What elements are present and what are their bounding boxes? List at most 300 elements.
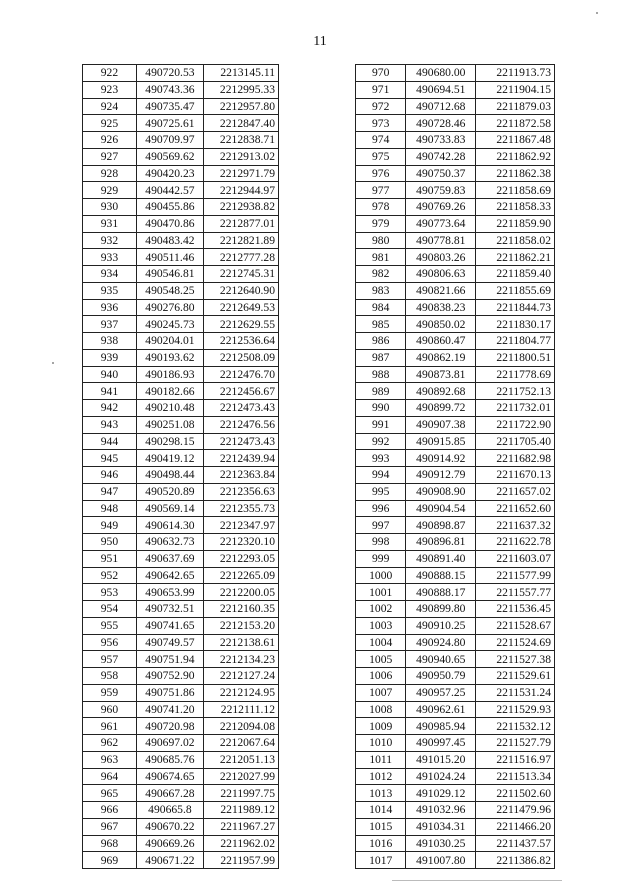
x-coordinate-cell: 490892.68 [406, 383, 476, 400]
y-coordinate-cell: 2212347.97 [203, 517, 278, 534]
table-row [356, 232, 555, 249]
point-number-cell: 1004 [356, 634, 406, 651]
y-coordinate-cell: 2212957.80 [203, 98, 278, 115]
x-coordinate-cell: 490670.22 [136, 818, 203, 835]
x-coordinate-cell: 490642.65 [136, 567, 203, 584]
table-row [83, 383, 279, 400]
table-row [356, 751, 555, 768]
x-coordinate-cell: 490850.02 [406, 316, 476, 333]
x-coordinate-cell: 490741.65 [136, 617, 203, 634]
table-row [83, 199, 279, 216]
point-number-cell: 975 [356, 148, 406, 165]
y-coordinate-cell: 2211844.73 [476, 299, 555, 316]
x-coordinate-cell: 490204.01 [136, 333, 203, 350]
point-number-cell: 996 [356, 500, 406, 517]
y-coordinate-cell: 2212821.89 [203, 232, 278, 249]
point-number-cell: 935 [83, 282, 137, 299]
y-coordinate-cell: 2211637.32 [476, 517, 555, 534]
y-coordinate-cell: 2211524.69 [476, 634, 555, 651]
table-row [83, 701, 279, 718]
x-coordinate-cell: 490569.62 [136, 148, 203, 165]
table-row [83, 450, 279, 467]
y-coordinate-cell: 2212508.09 [203, 349, 278, 366]
table-row [356, 148, 555, 165]
y-coordinate-cell: 2211577.99 [476, 567, 555, 584]
y-coordinate-cell: 2212200.05 [203, 584, 278, 601]
y-coordinate-cell: 2212473.43 [203, 400, 278, 417]
y-coordinate-cell: 2211872.58 [476, 115, 555, 132]
table-row [83, 567, 279, 584]
table-row [356, 416, 555, 433]
y-coordinate-cell: 2211997.75 [203, 785, 278, 802]
y-coordinate-cell: 2212320.10 [203, 534, 278, 551]
table-row [83, 550, 279, 567]
y-coordinate-cell: 2211670.13 [476, 467, 555, 484]
point-number-cell: 926 [83, 132, 137, 149]
x-coordinate-cell: 490276.80 [136, 299, 203, 316]
x-coordinate-cell: 490182.66 [136, 383, 203, 400]
y-coordinate-cell: 2212293.05 [203, 550, 278, 567]
x-coordinate-cell: 490298.15 [136, 433, 203, 450]
table-row [83, 232, 279, 249]
point-number-cell: 946 [83, 467, 137, 484]
x-coordinate-cell: 490915.85 [406, 433, 476, 450]
x-coordinate-cell: 490962.61 [406, 701, 476, 718]
table-row [356, 835, 555, 852]
table-row [83, 182, 279, 199]
point-number-cell: 986 [356, 333, 406, 350]
x-coordinate-cell: 490750.37 [406, 165, 476, 182]
table-row [83, 416, 279, 433]
table-row [356, 282, 555, 299]
point-number-cell: 937 [83, 316, 137, 333]
y-coordinate-cell: 2212363.84 [203, 467, 278, 484]
y-coordinate-cell: 2211904.15 [476, 81, 555, 98]
x-coordinate-cell: 490910.25 [406, 617, 476, 634]
x-coordinate-cell: 490898.87 [406, 517, 476, 534]
x-coordinate-cell: 490697.02 [136, 735, 203, 752]
y-coordinate-cell: 2211957.99 [203, 852, 278, 869]
x-coordinate-cell: 490759.83 [406, 182, 476, 199]
y-coordinate-cell: 2211800.51 [476, 349, 555, 366]
point-number-cell: 1017 [356, 852, 406, 869]
x-coordinate-cell: 490546.81 [136, 266, 203, 283]
y-coordinate-cell: 2211862.21 [476, 249, 555, 266]
y-coordinate-cell: 2211652.60 [476, 500, 555, 517]
table-row [83, 115, 279, 132]
table-row [83, 735, 279, 752]
point-number-cell: 928 [83, 165, 137, 182]
y-coordinate-cell: 2212439.94 [203, 450, 278, 467]
table-row [83, 98, 279, 115]
table-row [356, 852, 555, 869]
page-number: 11 [313, 34, 327, 49]
table-row [356, 81, 555, 98]
x-coordinate-cell: 490470.86 [136, 215, 203, 232]
x-coordinate-cell: 490907.38 [406, 416, 476, 433]
point-number-cell: 992 [356, 433, 406, 450]
y-coordinate-cell: 2211527.79 [476, 735, 555, 752]
x-coordinate-cell: 491034.31 [406, 818, 476, 835]
table-row [83, 349, 279, 366]
table-row [356, 584, 555, 601]
point-number-cell: 931 [83, 215, 137, 232]
table-body [356, 65, 555, 869]
x-coordinate-cell: 490778.81 [406, 232, 476, 249]
y-coordinate-cell: 2211859.40 [476, 266, 555, 283]
x-coordinate-cell: 490891.40 [406, 550, 476, 567]
y-coordinate-cell: 2211479.96 [476, 802, 555, 819]
x-coordinate-cell: 490957.25 [406, 684, 476, 701]
point-number-cell: 998 [356, 534, 406, 551]
x-coordinate-cell: 490245.73 [136, 316, 203, 333]
y-coordinate-cell: 2211386.82 [476, 852, 555, 869]
scan-speck [52, 362, 54, 364]
point-number-cell: 977 [356, 182, 406, 199]
table-row [356, 550, 555, 567]
table-row [356, 701, 555, 718]
x-coordinate-cell: 490674.65 [136, 768, 203, 785]
x-coordinate-cell: 490732.51 [136, 601, 203, 618]
y-coordinate-cell: 2212838.71 [203, 132, 278, 149]
table-row [356, 601, 555, 618]
table-row [356, 199, 555, 216]
table-row [356, 567, 555, 584]
point-number-cell: 952 [83, 567, 137, 584]
point-number-cell: 970 [356, 65, 406, 82]
point-number-cell: 1007 [356, 684, 406, 701]
y-coordinate-cell: 2211705.40 [476, 433, 555, 450]
table-row [356, 366, 555, 383]
point-number-cell: 961 [83, 718, 137, 735]
x-coordinate-cell: 490569.14 [136, 500, 203, 517]
y-coordinate-cell: 2211622.78 [476, 534, 555, 551]
table-row [356, 483, 555, 500]
y-coordinate-cell: 2211855.69 [476, 282, 555, 299]
point-number-cell: 941 [83, 383, 137, 400]
point-number-cell: 1001 [356, 584, 406, 601]
y-coordinate-cell: 2212877.01 [203, 215, 278, 232]
y-coordinate-cell: 2212473.43 [203, 433, 278, 450]
table-row [83, 818, 279, 835]
x-coordinate-cell: 490997.45 [406, 735, 476, 752]
point-number-cell: 939 [83, 349, 137, 366]
table-row [356, 333, 555, 350]
table-row [356, 668, 555, 685]
y-coordinate-cell: 2212265.09 [203, 567, 278, 584]
point-number-cell: 985 [356, 316, 406, 333]
table-row [83, 684, 279, 701]
y-coordinate-cell: 2211859.90 [476, 215, 555, 232]
y-coordinate-cell: 2212153.20 [203, 617, 278, 634]
x-coordinate-cell: 490914.92 [406, 450, 476, 467]
point-number-cell: 980 [356, 232, 406, 249]
x-coordinate-cell: 490637.69 [136, 550, 203, 567]
x-coordinate-cell: 490728.46 [406, 115, 476, 132]
y-coordinate-cell: 2211858.02 [476, 232, 555, 249]
point-number-cell: 1003 [356, 617, 406, 634]
x-coordinate-cell: 490653.99 [136, 584, 203, 601]
point-number-cell: 967 [83, 818, 137, 835]
point-number-cell: 971 [356, 81, 406, 98]
point-number-cell: 966 [83, 802, 137, 819]
point-number-cell: 924 [83, 98, 137, 115]
table-row [83, 500, 279, 517]
y-coordinate-cell: 2212094.08 [203, 718, 278, 735]
x-coordinate-cell: 490667.28 [136, 785, 203, 802]
point-number-cell: 976 [356, 165, 406, 182]
y-coordinate-cell: 2212995.33 [203, 81, 278, 98]
table-row [83, 165, 279, 182]
y-coordinate-cell: 2212913.02 [203, 148, 278, 165]
point-number-cell: 993 [356, 450, 406, 467]
table-row [83, 148, 279, 165]
x-coordinate-cell: 490694.51 [406, 81, 476, 98]
point-number-cell: 965 [83, 785, 137, 802]
table-row [83, 785, 279, 802]
point-number-cell: 945 [83, 450, 137, 467]
table-row [356, 132, 555, 149]
y-coordinate-cell: 2211732.01 [476, 400, 555, 417]
x-coordinate-cell: 491024.24 [406, 768, 476, 785]
point-number-cell: 957 [83, 651, 137, 668]
point-number-cell: 1002 [356, 601, 406, 618]
point-number-cell: 1010 [356, 735, 406, 752]
coordinates-table-right [355, 64, 555, 869]
point-number-cell: 934 [83, 266, 137, 283]
x-coordinate-cell: 490614.30 [136, 517, 203, 534]
table-row [83, 802, 279, 819]
table-row [356, 65, 555, 82]
y-coordinate-cell: 2212051.13 [203, 751, 278, 768]
y-coordinate-cell: 2212649.53 [203, 299, 278, 316]
point-number-cell: 1015 [356, 818, 406, 835]
point-number-cell: 983 [356, 282, 406, 299]
x-coordinate-cell: 490720.98 [136, 718, 203, 735]
x-coordinate-cell: 490733.83 [406, 132, 476, 149]
point-number-cell: 933 [83, 249, 137, 266]
point-number-cell: 947 [83, 483, 137, 500]
x-coordinate-cell: 490940.65 [406, 651, 476, 668]
x-coordinate-cell: 490725.61 [136, 115, 203, 132]
table-row [83, 651, 279, 668]
point-number-cell: 951 [83, 550, 137, 567]
x-coordinate-cell: 490712.68 [406, 98, 476, 115]
x-coordinate-cell: 490251.08 [136, 416, 203, 433]
y-coordinate-cell: 2212971.79 [203, 165, 278, 182]
table-row [83, 433, 279, 450]
y-coordinate-cell: 2213145.11 [203, 65, 278, 82]
point-number-cell: 927 [83, 148, 137, 165]
table-row [356, 349, 555, 366]
y-coordinate-cell: 2211527.38 [476, 651, 555, 668]
point-number-cell: 969 [83, 852, 137, 869]
point-number-cell: 994 [356, 467, 406, 484]
y-coordinate-cell: 2211862.92 [476, 148, 555, 165]
y-coordinate-cell: 2211752.13 [476, 383, 555, 400]
table-row [356, 651, 555, 668]
y-coordinate-cell: 2211529.93 [476, 701, 555, 718]
point-number-cell: 981 [356, 249, 406, 266]
y-coordinate-cell: 2211466.20 [476, 818, 555, 835]
table-row [83, 467, 279, 484]
y-coordinate-cell: 2211804.77 [476, 333, 555, 350]
table-row [83, 751, 279, 768]
table-row [356, 165, 555, 182]
table-row [356, 467, 555, 484]
x-coordinate-cell: 490838.23 [406, 299, 476, 316]
x-coordinate-cell: 490548.25 [136, 282, 203, 299]
y-coordinate-cell: 2212027.99 [203, 768, 278, 785]
x-coordinate-cell: 490720.53 [136, 65, 203, 82]
x-coordinate-cell: 490769.26 [406, 199, 476, 216]
point-number-cell: 988 [356, 366, 406, 383]
x-coordinate-cell: 490685.76 [136, 751, 203, 768]
point-number-cell: 960 [83, 701, 137, 718]
point-number-cell: 1016 [356, 835, 406, 852]
table-row [83, 835, 279, 852]
table-row [356, 517, 555, 534]
x-coordinate-cell: 490751.86 [136, 684, 203, 701]
table-row [356, 383, 555, 400]
y-coordinate-cell: 2212355.73 [203, 500, 278, 517]
y-coordinate-cell: 2211778.69 [476, 366, 555, 383]
table-row [356, 450, 555, 467]
point-number-cell: 925 [83, 115, 137, 132]
y-coordinate-cell: 2212456.67 [203, 383, 278, 400]
point-number-cell: 944 [83, 433, 137, 450]
point-number-cell: 984 [356, 299, 406, 316]
x-coordinate-cell: 490862.19 [406, 349, 476, 366]
y-coordinate-cell: 2211532.12 [476, 718, 555, 735]
x-coordinate-cell: 490742.28 [406, 148, 476, 165]
point-number-cell: 958 [83, 668, 137, 685]
y-coordinate-cell: 2211989.12 [203, 802, 278, 819]
x-coordinate-cell: 490665.8 [136, 802, 203, 819]
x-coordinate-cell: 490899.72 [406, 400, 476, 417]
table-row [356, 684, 555, 701]
table-row [356, 500, 555, 517]
table-row [83, 768, 279, 785]
point-number-cell: 997 [356, 517, 406, 534]
point-number-cell: 932 [83, 232, 137, 249]
table-row [83, 668, 279, 685]
point-number-cell: 956 [83, 634, 137, 651]
y-coordinate-cell: 2211967.27 [203, 818, 278, 835]
point-number-cell: 989 [356, 383, 406, 400]
point-number-cell: 979 [356, 215, 406, 232]
coordinates-table-left [82, 64, 279, 869]
y-coordinate-cell: 2212356.63 [203, 483, 278, 500]
x-coordinate-cell: 491007.80 [406, 852, 476, 869]
table-row [356, 802, 555, 819]
table-row [83, 601, 279, 618]
x-coordinate-cell: 490420.23 [136, 165, 203, 182]
y-coordinate-cell: 2211830.17 [476, 316, 555, 333]
x-coordinate-cell: 490899.80 [406, 601, 476, 618]
x-coordinate-cell: 490186.93 [136, 366, 203, 383]
y-coordinate-cell: 2211536.45 [476, 601, 555, 618]
x-coordinate-cell: 491030.25 [406, 835, 476, 852]
x-coordinate-cell: 490455.86 [136, 199, 203, 216]
y-coordinate-cell: 2211913.73 [476, 65, 555, 82]
x-coordinate-cell: 490912.79 [406, 467, 476, 484]
x-coordinate-cell: 490888.17 [406, 584, 476, 601]
table-row [83, 400, 279, 417]
x-coordinate-cell: 490210.48 [136, 400, 203, 417]
point-number-cell: 987 [356, 349, 406, 366]
table-row [83, 215, 279, 232]
y-coordinate-cell: 2212127.24 [203, 668, 278, 685]
point-number-cell: 1011 [356, 751, 406, 768]
x-coordinate-cell: 490896.81 [406, 534, 476, 551]
point-number-cell: 936 [83, 299, 137, 316]
x-coordinate-cell: 490669.26 [136, 835, 203, 852]
y-coordinate-cell: 2211557.77 [476, 584, 555, 601]
x-coordinate-cell: 490632.73 [136, 534, 203, 551]
table-row [356, 98, 555, 115]
scan-artifact-line [392, 880, 562, 881]
point-number-cell: 1006 [356, 668, 406, 685]
table-row [83, 249, 279, 266]
point-number-cell: 943 [83, 416, 137, 433]
x-coordinate-cell: 490751.94 [136, 651, 203, 668]
table-row [356, 718, 555, 735]
table-row [356, 400, 555, 417]
y-coordinate-cell: 2212944.97 [203, 182, 278, 199]
y-coordinate-cell: 2212124.95 [203, 684, 278, 701]
scan-speck [596, 12, 598, 14]
y-coordinate-cell: 2211603.07 [476, 550, 555, 567]
point-number-cell: 948 [83, 500, 137, 517]
x-coordinate-cell: 490924.80 [406, 634, 476, 651]
y-coordinate-cell: 2212629.55 [203, 316, 278, 333]
y-coordinate-cell: 2211516.97 [476, 751, 555, 768]
x-coordinate-cell: 490821.66 [406, 282, 476, 299]
y-coordinate-cell: 2212640.90 [203, 282, 278, 299]
table-row [356, 617, 555, 634]
table-row [83, 333, 279, 350]
point-number-cell: 995 [356, 483, 406, 500]
x-coordinate-cell: 490985.94 [406, 718, 476, 735]
point-number-cell: 991 [356, 416, 406, 433]
table-row [356, 215, 555, 232]
table-row [83, 366, 279, 383]
y-coordinate-cell: 2211529.61 [476, 668, 555, 685]
point-number-cell: 1005 [356, 651, 406, 668]
y-coordinate-cell: 2212847.40 [203, 115, 278, 132]
table-row [83, 65, 279, 82]
x-coordinate-cell: 491032.96 [406, 802, 476, 819]
y-coordinate-cell: 2212476.56 [203, 416, 278, 433]
y-coordinate-cell: 2211722.90 [476, 416, 555, 433]
point-number-cell: 964 [83, 768, 137, 785]
point-number-cell: 950 [83, 534, 137, 551]
x-coordinate-cell: 490888.15 [406, 567, 476, 584]
table-row [83, 266, 279, 283]
y-coordinate-cell: 2212777.28 [203, 249, 278, 266]
y-coordinate-cell: 2212138.61 [203, 634, 278, 651]
table-row [83, 534, 279, 551]
table-row [83, 81, 279, 98]
point-number-cell: 982 [356, 266, 406, 283]
point-number-cell: 978 [356, 199, 406, 216]
table-row [356, 634, 555, 651]
table-row [356, 818, 555, 835]
y-coordinate-cell: 2211862.38 [476, 165, 555, 182]
point-number-cell: 990 [356, 400, 406, 417]
point-number-cell: 999 [356, 550, 406, 567]
